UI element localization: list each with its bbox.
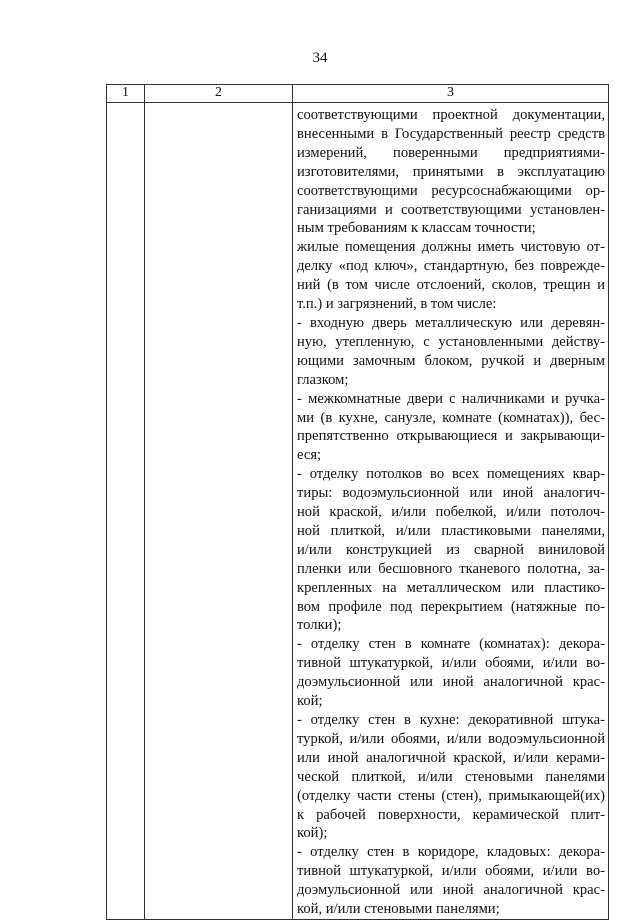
text-line: глазком; (297, 371, 349, 388)
text-line: и/или конструкцией из сварной виниловой (297, 541, 605, 558)
text-line: т.п.) и загрязнений, в том числе: (297, 296, 497, 313)
cell-col-3 (293, 103, 609, 920)
text-line: - межкомнатные двери с наличниками и ручка- (297, 390, 605, 407)
text-line: ческой плиткой, и/или стеновыми панелями (297, 768, 605, 785)
text-line: измерений, поверенными предприятиями- (297, 144, 605, 161)
table-header-row (107, 85, 609, 103)
requirements-text (293, 103, 608, 919)
text-line: ной краской, и/или побелкой, и/или потолоч- (297, 504, 605, 521)
text-line: - отделку стен в коридоре, кладовых: декора- (297, 844, 605, 861)
text-line: соответствующими проектной документации, (297, 107, 605, 123)
text-line: к рабочей поверхности, керамической плит- (297, 806, 605, 823)
cell-col-2 (145, 103, 293, 920)
text-line: соответствующими ресурсоснабжающими ор- (297, 182, 605, 199)
column-header-1: 1 (107, 85, 145, 103)
cell-col-1 (107, 103, 145, 920)
page-number: 34 (312, 50, 328, 66)
text-line: изготовителями, принятыми в эксплуатацию (297, 163, 605, 180)
text-line: внесенными в Государственный реестр средств (297, 125, 605, 142)
text-line: ми (в кухне, санузле, комнате (комнатах)), бес- (297, 409, 605, 426)
text-line: ющими замочным блоком, ручкой и дверным (297, 352, 605, 369)
text-line: - отделку стен в кухне: декоративной штука- (297, 712, 605, 728)
text-line: или иной аналогичной краской, и/или керами- (297, 749, 605, 766)
text-line: - отделку потолков во всех помещениях квар- (297, 466, 605, 483)
text-line: вом профиле под перекрытием (натяжные по- (297, 598, 605, 615)
column-header-2: 2 (145, 85, 293, 103)
text-line: еся; (297, 447, 322, 464)
text-line: кой, и/или стеновыми панелями; (297, 901, 500, 918)
text-line: доэмульсионной или иной аналогичной крас- (297, 882, 605, 899)
text-line: туркой, и/или обоями, и/или водоэмульсионной (297, 730, 605, 747)
text-line: ной плиткой, и/или пластиковыми панелями, (297, 522, 605, 539)
text-line: (отделку части стены (стен), примыкающей(их) (297, 787, 605, 804)
text-line: жилые помещения должны иметь чистовую от- (297, 239, 605, 256)
text-line: крепленных на металлическом или пластико- (297, 579, 605, 596)
text-line: доэмульсионной или иной аналогичной крас- (297, 674, 605, 691)
text-line: ную, утепленную, с установленными действу- (297, 333, 605, 350)
text-line: ганизациями и соответствующими установлен- (297, 201, 605, 218)
text-line: ным требованиям к классам точности; (297, 220, 536, 237)
table-row (107, 103, 609, 920)
text-line: препятственно открывающиеся и закрывающи- (297, 428, 605, 445)
text-line: тивной штукатуркой, и/или обоями, и/или во- (297, 863, 605, 880)
text-line: толки); (297, 617, 342, 634)
document-table (106, 84, 609, 920)
column-header-3: 3 (293, 85, 609, 103)
text-line: тиры: водоэмульсионной или иной аналогич- (297, 485, 605, 502)
text-line: кой); (297, 825, 328, 842)
text-line: ний (в том числе отслоений, сколов, трещин и (297, 277, 605, 294)
text-line: пленки или бесшовного тканевого полотна, за- (297, 560, 605, 577)
text-line: - отделку стен в комнате (комнатах): декора- (297, 636, 605, 653)
text-line: делку «под ключ», стандартную, без поврежде- (297, 258, 605, 275)
text-line: кой; (297, 693, 323, 710)
text-line: тивной штукатуркой, и/или обоями, и/или во- (297, 655, 605, 672)
text-line: - входную дверь металлическую или деревян- (297, 314, 605, 331)
